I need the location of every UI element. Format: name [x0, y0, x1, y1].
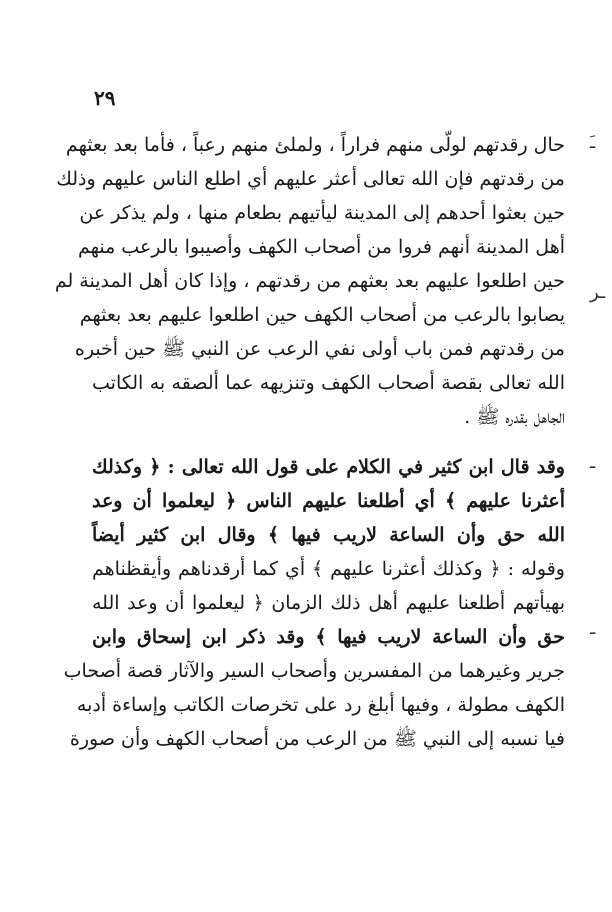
text-line: فيا نسبه إلى النبي ﷺ من الرعب من أصحاب الكهف وأن صورة — [69, 728, 565, 750]
text-line: وقد قال ابن كثير في الكلام على قول الله تعالى : ﴿ وكذلك — [92, 456, 565, 478]
text-line: أهل المدينة أنهم فروا من أصحاب الكهف وأصيبوا بالرعب منهم — [77, 236, 565, 258]
text-line: حال رقدتهم لولّى منهم فراراً ، ولملئ منهم رعباً ، فأما بعد بعثهم — [65, 134, 565, 156]
text-line: أعثرنا عليهم ﴾ أي أطلعنا عليهم الناس ﴿ ليعلموا أن وعد — [92, 490, 565, 512]
text-line: حين اطلعوا عليهم بعد بعثهم من رقدتهم ، وإذا كان أهل المدينة لم — [54, 270, 565, 292]
page-number: ٢٩ — [94, 86, 116, 110]
margin-mark: ـر — [590, 282, 606, 303]
text-line: الكهف مطولة ، وفيها أبلغ رد على تخرصات الكاتب وإساءة أدبه — [76, 694, 565, 716]
margin-mark: ـ — [590, 452, 596, 473]
paragraph-2 — [63, 450, 565, 756]
text-line: الله تعالى بقصة أصحاب الكهف وتنزيهه عما ألصقه به الكاتب — [92, 372, 565, 394]
margin-mark: ـَ — [590, 132, 596, 153]
text-line-last: الجاهل بقدره ﷺ . — [464, 406, 565, 428]
text-line: حين بعثوا أحدهم إلى المدينة ليأتيهم بطعام منها ، ولم يذكر عن — [79, 202, 565, 224]
margin-mark: ـ — [590, 618, 596, 639]
text-line: جرير وغيرهما من المفسرين وأصحاب السير والآثار قصة أصحاب — [63, 660, 565, 682]
text-line: بهيأتهم أطلعنا عليهم أهل ذلك الزمان ﴿ ليعلموا أن وعد الله — [92, 592, 565, 614]
paragraph-1 — [54, 128, 565, 434]
text-line: الله حق وأن الساعة لاريب فيها ﴾ وقال ابن كثير أيضاً — [92, 524, 565, 546]
text-line: من رقدتهم فمن باب أولى نفي الرعب عن النبي ﷺ حين أخبره — [74, 338, 565, 360]
text-line: يصابوا بالرعب من أصحاب الكهف حين اطلعوا عليهم بعد بعثهم — [79, 304, 565, 326]
text-line: من رقدتهم فإن الله تعالى أعثر عليهم أي اطلع الناس عليهم وذلك — [56, 168, 565, 190]
text-line: حق وأن الساعة لاريب فيها ﴾ وقد ذكر ابن إسحاق وابن — [92, 626, 565, 648]
text-line: وقوله : ﴿ وكذلك أعثرنا عليهم ﴾ أي كما أرقدناهم وأيقظناهم — [92, 558, 565, 580]
